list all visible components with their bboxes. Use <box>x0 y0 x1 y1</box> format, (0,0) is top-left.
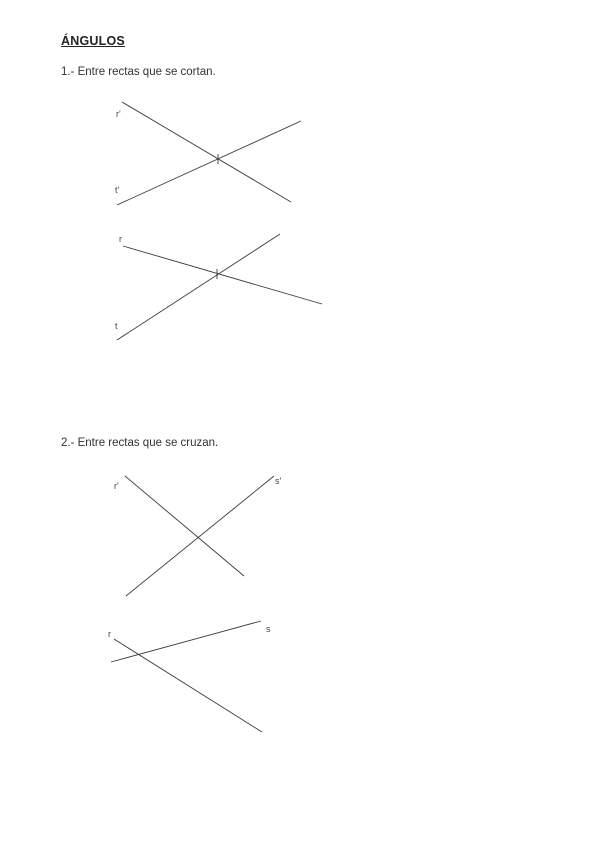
label-r-prime: r' <box>114 481 119 491</box>
label-r: r <box>119 234 122 244</box>
line-r <box>114 639 262 732</box>
label-t: t <box>115 321 118 331</box>
line-r-prime <box>125 476 244 576</box>
line-r <box>123 246 322 304</box>
line-s <box>111 621 261 662</box>
label-r-prime: r' <box>116 109 121 119</box>
line-s-prime <box>126 476 274 596</box>
figure-cortan-plan <box>115 234 322 340</box>
label-t-prime: t' <box>115 185 120 195</box>
line-t <box>117 234 280 340</box>
page-title: ÁNGULOS <box>61 34 125 48</box>
label-s: s <box>266 624 271 634</box>
line-t-prime <box>117 121 301 205</box>
label-r: r <box>108 629 111 639</box>
figure-cortan-elevation <box>115 102 301 205</box>
line-r-prime <box>122 102 291 202</box>
label-s-prime: s' <box>275 476 282 486</box>
section-heading-1: 1.- Entre rectas que se cortan. <box>61 66 216 78</box>
section-heading-2: 2.- Entre rectas que se cruzan. <box>61 437 219 449</box>
figure-cruzan-elevation <box>114 476 282 596</box>
figure-cruzan-plan <box>108 621 271 732</box>
